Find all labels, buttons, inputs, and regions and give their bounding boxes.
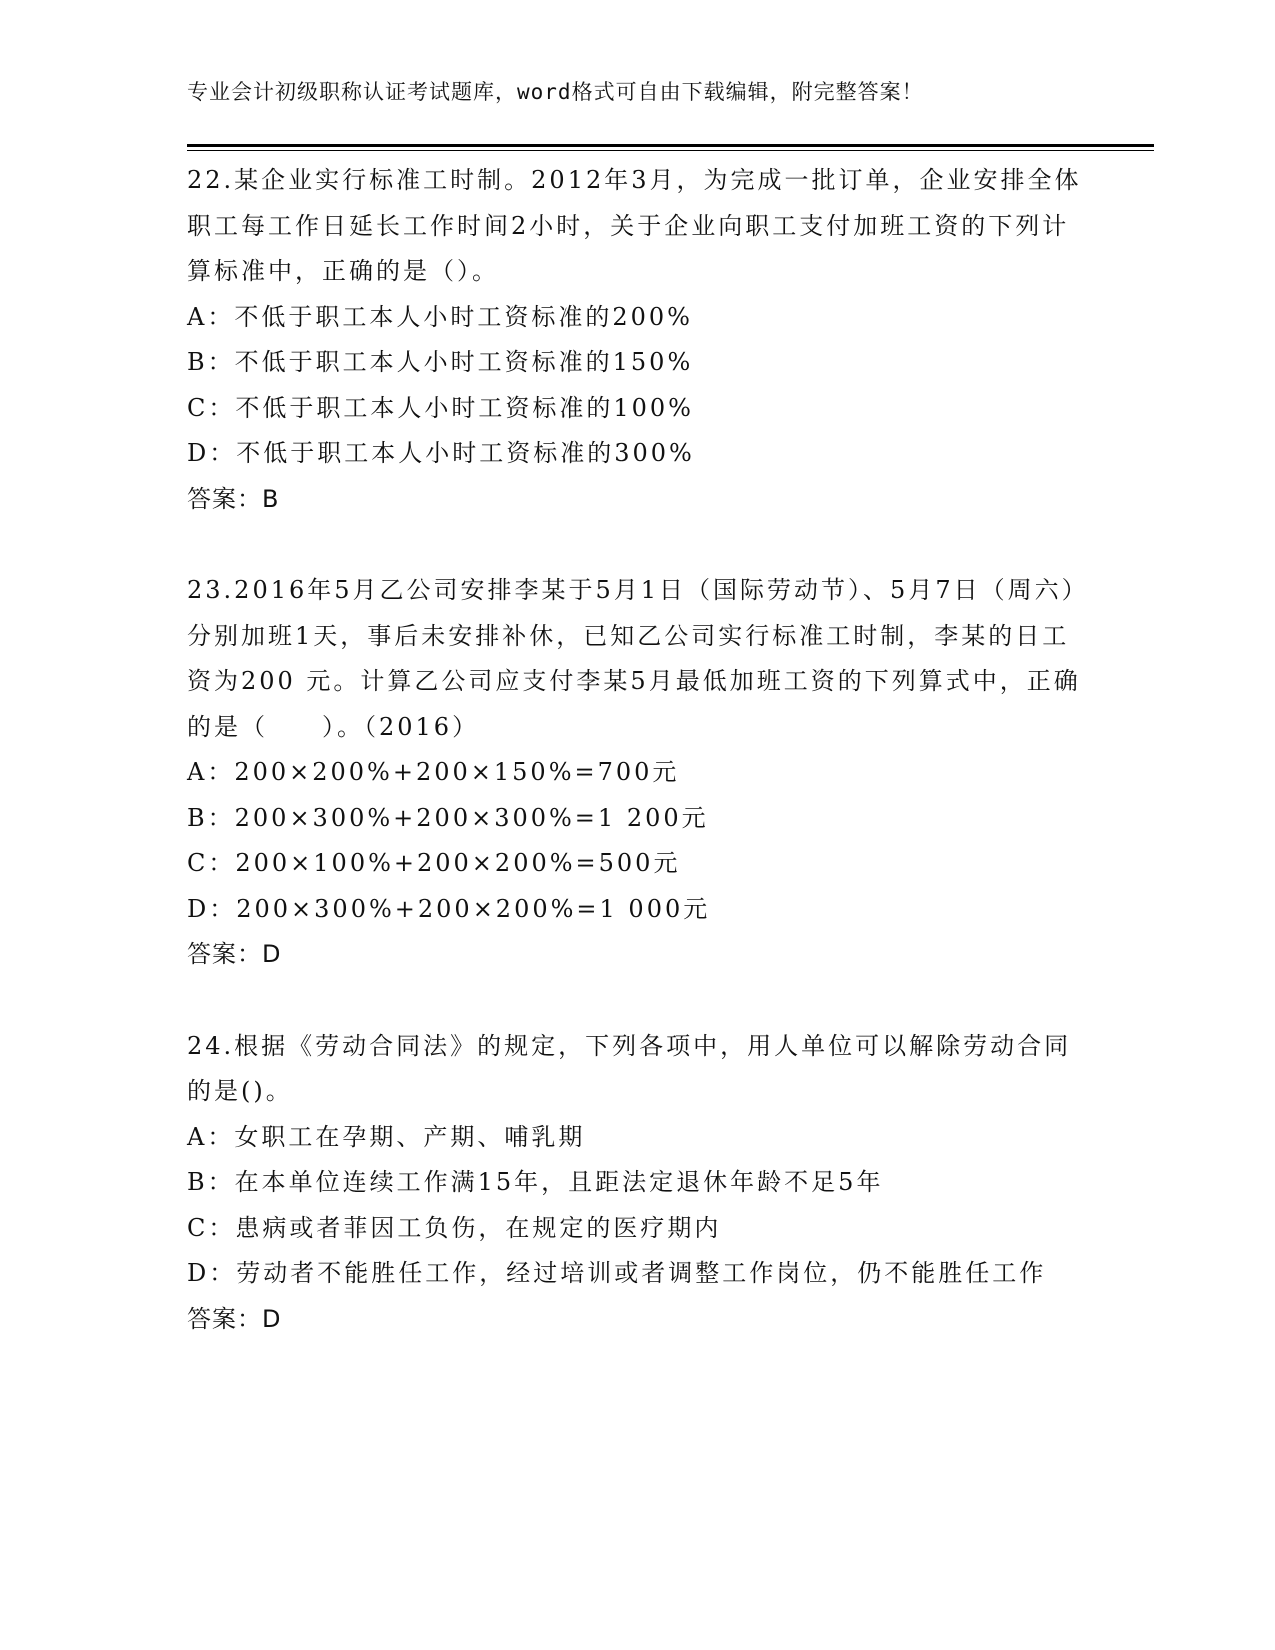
header-rule-thin [187, 150, 1154, 151]
answer: 答案：D [187, 940, 282, 968]
option-a: A：不低于职工本人小时工资标准的200% [187, 302, 693, 331]
option-a: A：200×200%+200×150%=700元 [187, 758, 680, 786]
option-c: C：不低于职工本人小时工资标准的100% [187, 393, 694, 422]
option-d: D：不低于职工本人小时工资标准的300% [187, 439, 695, 467]
option-c: C：200×100%+200×200%=500元 [187, 849, 681, 877]
option-a: A：女职工在孕期、产期、哺乳期 [187, 1122, 586, 1151]
question-22 [187, 158, 1087, 522]
option-d: D：劳动者不能胜任工作，经过培训或者调整工作岗位，仍不能胜任工作 [187, 1259, 1047, 1287]
question-stem: 22.某企业实行标准工时制。2012年3月，为完成一批订单，企业安排全体职工每工作日延长工作时间2小时，关于企业向职工支付加班工资的下列计算标准中，正确的是（）。 [187, 166, 1082, 285]
question-23 [187, 568, 1087, 978]
option-d: D：200×300%+200×200%=1 000元 [187, 894, 711, 923]
option-c: C：患病或者菲因工负伤，在规定的医疗期内 [187, 1213, 722, 1242]
page-header: 专业会计初级职称认证考试题库，word格式可自由下载编辑，附完整答案！ [187, 80, 924, 104]
option-b: B：不低于职工本人小时工资标准的150% [187, 348, 694, 376]
answer: 答案：D [187, 1304, 282, 1333]
answer: 答案：B [187, 484, 280, 513]
question-stem: 24.根据《劳动合同法》的规定，下列各项中，用人单位可以解除劳动合同的是()。 [187, 1031, 1072, 1105]
question-list [187, 158, 1087, 1388]
option-b: B：在本单位连续工作满15年，且距法定退休年龄不足5年 [187, 1168, 884, 1196]
option-b: B：200×300%+200×300%=1 200元 [187, 803, 709, 832]
question-stem: 23.2016年5月乙公司安排李某于5月1日（国际劳动节）、5月7日（周六）分别加班1天，事后未安排补休，已知乙公司实行标准工时制，李某的日工资为200 元。计算乙公司应支付李某5月最低加班工资的下列算式中，正确的是（ ）。（2016） [187, 576, 1081, 741]
question-24 [187, 1024, 1087, 1343]
header-rule-thick [187, 144, 1154, 147]
